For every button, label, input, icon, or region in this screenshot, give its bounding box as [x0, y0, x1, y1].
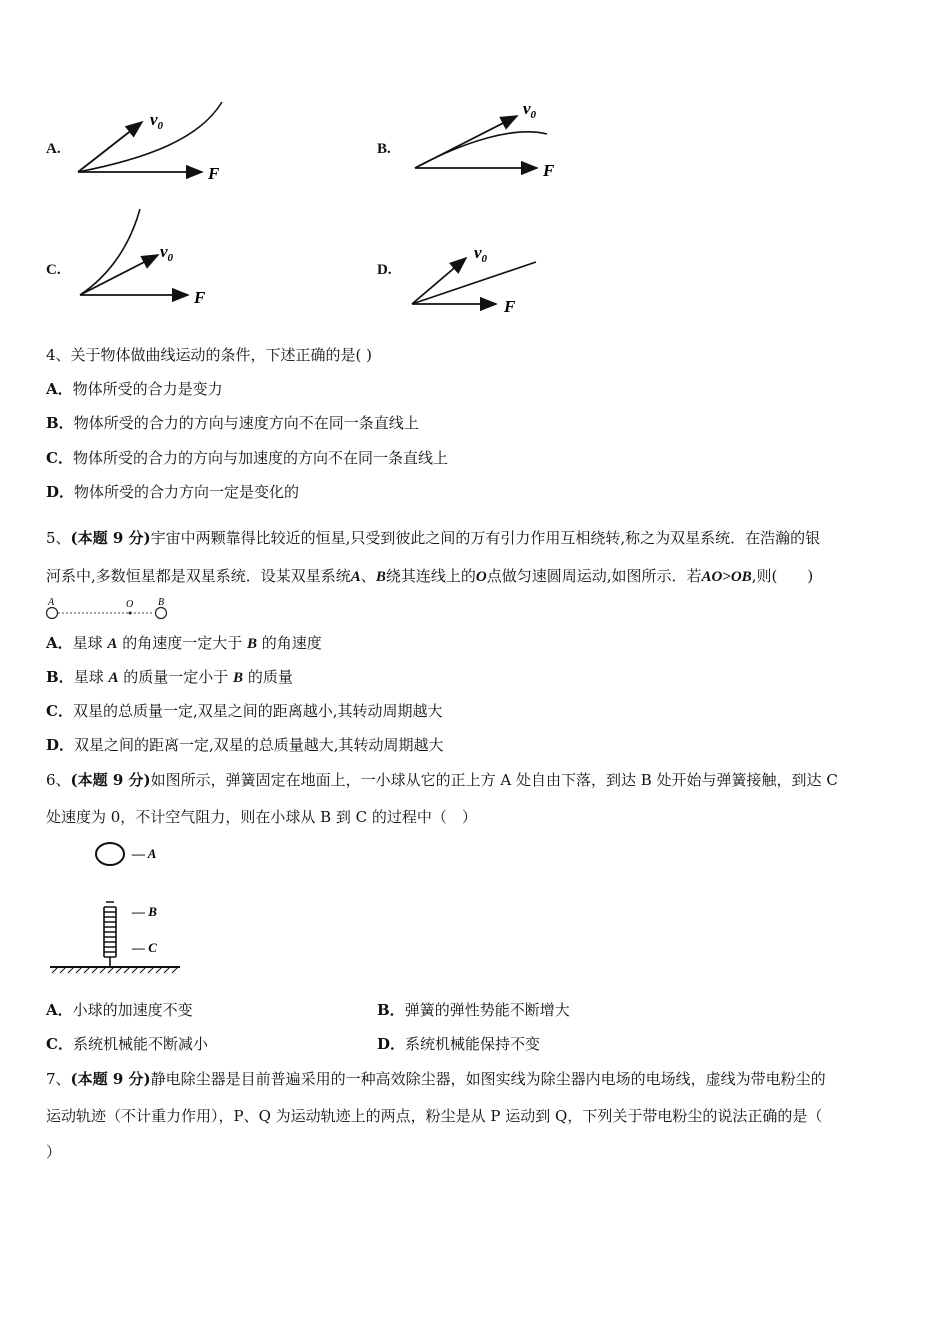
star-a-label: A — [48, 597, 55, 608]
trajectory-curve — [415, 132, 547, 168]
q6-option-b: B．弹簧的弹性势能不断增大 — [377, 1001, 570, 1019]
label-c: — C — [132, 940, 157, 955]
q5-stem-line1: 5、(本题 9 分)宇宙中两颗靠得比较近的恒星,只受到彼此之间的万有引力作用互相绕转,称之为双星系统．在浩瀚的银 — [46, 529, 821, 547]
center-o-label: O — [126, 599, 134, 610]
velocity-arrow — [80, 255, 158, 295]
q3-option-a-label: A. — [46, 141, 61, 157]
trajectory-curve — [80, 209, 140, 295]
center-o — [129, 612, 132, 615]
q4-option-d: D．物体所受的合力方向一定是变化的 — [46, 483, 300, 501]
v0-label: $v_0$ — [474, 243, 488, 265]
q4-option-c: C．物体所受的合力的方向与加速度的方向不在同一条直线上 — [46, 449, 448, 467]
q5-option-b: B．星球 A 的质量一定小于 B 的质量 — [46, 668, 293, 686]
star-b-label: B — [158, 597, 165, 608]
q6-stem-line1: 6、(本题 9 分)如图所示，弹簧固定在地面上，一小球从它的正上方 A 处自由下落，到达 B 处开始与弹簧接触，到达 C — [46, 771, 838, 789]
q5-stem-line2: 河系中,多数恒星都是双星系统．设某双星系统A、B绕其连线上的O点做匀速圆周运动,如图所示．若AO>OB,则( ) — [46, 567, 814, 585]
q5-binary-star-figure — [44, 595, 174, 621]
star-a — [47, 608, 58, 619]
f-label: F — [504, 297, 516, 316]
label-b: — B — [132, 904, 157, 919]
label-a: — A — [132, 846, 157, 861]
velocity-arrow — [412, 258, 466, 304]
q4-option-b: B．物体所受的合力的方向与速度方向不在同一条直线上 — [46, 414, 419, 432]
q3-figure-b — [405, 96, 575, 188]
spring — [104, 902, 116, 967]
f-label: F — [543, 161, 555, 180]
q3-option-b-label: B. — [377, 141, 391, 157]
f-label: F — [208, 164, 220, 183]
q5-option-a: A．星球 A 的角速度一定大于 B 的角速度 — [46, 634, 322, 652]
v0-label: $v_0$ — [160, 242, 174, 264]
q4-option-a: A．物体所受的合力是变力 — [46, 380, 223, 398]
f-label: F — [194, 288, 206, 307]
q3-option-d-label: D. — [377, 262, 392, 278]
star-b — [156, 608, 167, 619]
q6-stem-line2: 处速度为 0，不计空气阻力，则在小球从 B 到 C 的过程中（ ） — [46, 808, 477, 826]
q3-option-c-label: C. — [46, 262, 61, 278]
q6-option-a: A．小球的加速度不变 — [46, 1001, 193, 1019]
ball — [96, 843, 124, 865]
q4-stem: 4、关于物体做曲线运动的条件，下述正确的是( ) — [46, 346, 373, 364]
q6-option-c: C．系统机械能不断减小 — [46, 1035, 208, 1053]
q6-spring-figure — [46, 838, 186, 978]
trajectory-line — [412, 262, 536, 304]
q7-stem-line1: 7、(本题 9 分)静电除尘器是目前普遍采用的一种高效除尘器，如图实线为除尘器内电场的电场线，虚线为带电粉尘的 — [46, 1070, 826, 1088]
q3-figure-d — [402, 238, 552, 318]
q7-stem-line3: ） — [46, 1143, 62, 1161]
q5-option-c: C．双星的总质量一定,双星之间的距离越小,其转动周期越大 — [46, 702, 443, 720]
q3-figure-a — [70, 98, 240, 188]
q6-option-d: D．系统机械能保持不变 — [377, 1035, 541, 1053]
q7-stem-line2: 运动轨迹（不计重力作用），P、Q 为运动轨迹上的两点，粉尘是从 P 运动到 Q，下列关于带电粉尘的说法正确的是（ — [46, 1107, 823, 1125]
q3-figure-c — [70, 205, 230, 310]
v0-label: $v_0$ — [523, 99, 537, 121]
q5-option-d: D．双星之间的距离一定,双星的总质量越大,其转动周期越大 — [46, 736, 444, 754]
v0-label: $v_0$ — [150, 110, 164, 132]
